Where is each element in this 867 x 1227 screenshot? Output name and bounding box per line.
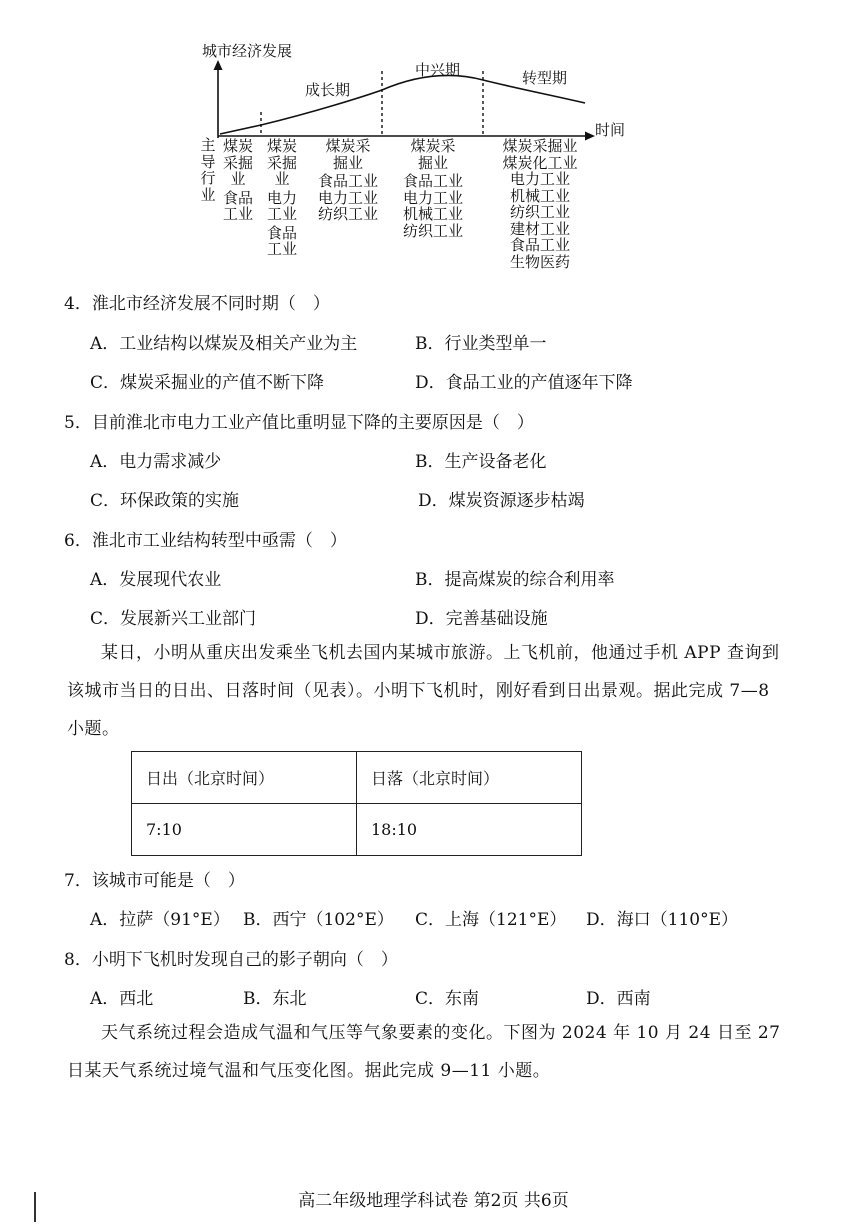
question-7-option-a[interactable]: A．拉萨（91°E） <box>90 910 230 930</box>
x-axis-label: 时间 <box>595 121 626 139</box>
industry-item: 食品工业 <box>317 172 378 190</box>
industry-item: 纺织工业 <box>509 203 570 221</box>
industry-item: 食品工业 <box>222 188 253 223</box>
passage-sunrise <box>67 634 782 748</box>
industry-item: 食品工业 <box>266 223 297 258</box>
industry-item: 电力工业 <box>317 188 378 207</box>
question-5-option-b[interactable]: B．生产设备老化 <box>415 452 547 472</box>
question-7-option-b[interactable]: B．西宁（102°E） <box>243 910 394 930</box>
industry-column-3 <box>398 138 468 239</box>
question-8-option-a[interactable]: A．西北 <box>90 989 154 1009</box>
y-axis-label: 城市经济发展 <box>202 42 293 60</box>
stage-label-prime: 中兴期 <box>415 61 461 79</box>
table-cell-sunrise: 7:10 <box>132 804 357 856</box>
industry-item: 纺织工业 <box>317 205 378 223</box>
question-6-option-a[interactable]: A．发展现代农业 <box>90 570 222 590</box>
question-6-stem: 6．淮北市工业结构转型中亟需（ ） <box>64 531 347 551</box>
question-6-option-d[interactable]: D．完善基础设施 <box>415 609 548 629</box>
sunrise-sunset-table <box>131 751 582 856</box>
question-6-option-b[interactable]: B．提高煤炭的综合利用率 <box>415 570 615 590</box>
question-5-option-c[interactable]: C．环保政策的实施 <box>90 491 240 511</box>
question-4-option-d[interactable]: D．食品工业的产值逐年下降 <box>415 373 633 393</box>
industry-item: 煤炭采掘业 <box>502 137 578 155</box>
question-8-option-b[interactable]: B．东北 <box>243 989 307 1009</box>
industry-item: 食品工业 <box>509 236 570 254</box>
industry-item: 煤炭采掘业 <box>266 137 297 188</box>
table-header-sunrise: 日出（北京时间） <box>132 752 357 804</box>
question-5-option-d[interactable]: D．煤炭资源逐步枯竭 <box>418 491 585 511</box>
page-footer: 高二年级地理学科试卷 第2页 共6页 <box>298 1191 569 1211</box>
industry-item: 建材工业 <box>509 219 570 238</box>
industry-item: 煤炭化工业 <box>502 153 578 172</box>
question-4-option-c[interactable]: C．煤炭采掘业的产值不断下降 <box>90 373 325 393</box>
industry-item: 煤炭采掘业 <box>325 137 371 172</box>
question-5-stem: 5．目前淮北市电力工业产值比重明显下降的主要原因是（ ） <box>64 413 534 433</box>
question-4-option-b[interactable]: B．行业类型单一 <box>415 334 547 354</box>
industry-item: 煤炭采掘业 <box>410 137 456 172</box>
industry-item: 电力工业 <box>402 188 463 207</box>
industry-column-2 <box>313 138 383 223</box>
question-4-option-a[interactable]: A．工业结构以煤炭及相关产业为主 <box>90 334 358 354</box>
question-8-option-c[interactable]: C．东南 <box>415 989 480 1009</box>
question-7-option-c[interactable]: C．上海（121°E） <box>415 910 567 930</box>
passage-weather-text: 天气系统过程会造成气温和气压等气象要素的变化。下图为 2024 年 10 月 24 日至 27 日某天气系统过境气温和气压变化图。据此完成 9—11 小题。 <box>67 1023 781 1081</box>
question-4-stem: 4．淮北市经济发展不同时期（ ） <box>64 294 330 314</box>
industry-item: 机械工业 <box>509 186 570 205</box>
industry-item: 生物医药 <box>509 252 570 271</box>
table-cell-sunset: 18:10 <box>357 804 582 856</box>
question-7-stem: 7．该城市可能是（ ） <box>64 871 245 891</box>
table-header-row <box>132 752 582 804</box>
passage-sunrise-text: 某日，小明从重庆出发乘坐飞机去国内某城市旅游。上飞机前，他通过手机 APP 查询到该城市当日的日出、日落时间（见表）。小明下飞机时，刚好看到日出景观。据此完成 7—8 小题。 <box>67 643 780 739</box>
stage-label-growth: 成长期 <box>305 81 351 99</box>
industry-item: 电力工业 <box>266 188 297 223</box>
industry-item: 纺织工业 <box>402 221 463 240</box>
row-label: 主导行业 <box>200 136 216 204</box>
question-8-option-d[interactable]: D．西南 <box>586 989 651 1009</box>
question-8-stem: 8．小明下飞机时发现自己的影子朝向（ ） <box>64 950 398 970</box>
industry-item: 食品工业 <box>402 172 463 190</box>
industry-column-4 <box>492 138 588 270</box>
passage-weather <box>67 1014 782 1090</box>
question-6-option-c[interactable]: C．发展新兴工业部门 <box>90 609 257 629</box>
industry-development-diagram <box>195 40 635 280</box>
industry-item: 电力工业 <box>509 170 570 188</box>
table-header-sunset: 日落（北京时间） <box>357 752 582 804</box>
industry-column-1 <box>264 138 300 258</box>
industry-item: 机械工业 <box>402 205 463 223</box>
industry-item: 煤炭采掘业 <box>222 137 253 188</box>
industry-column-0 <box>220 138 256 223</box>
question-5-option-a[interactable]: A．电力需求减少 <box>90 452 222 472</box>
question-7-option-d[interactable]: D．海口（110°E） <box>586 910 738 930</box>
table-row <box>132 804 582 856</box>
stage-label-transition: 转型期 <box>522 69 568 87</box>
